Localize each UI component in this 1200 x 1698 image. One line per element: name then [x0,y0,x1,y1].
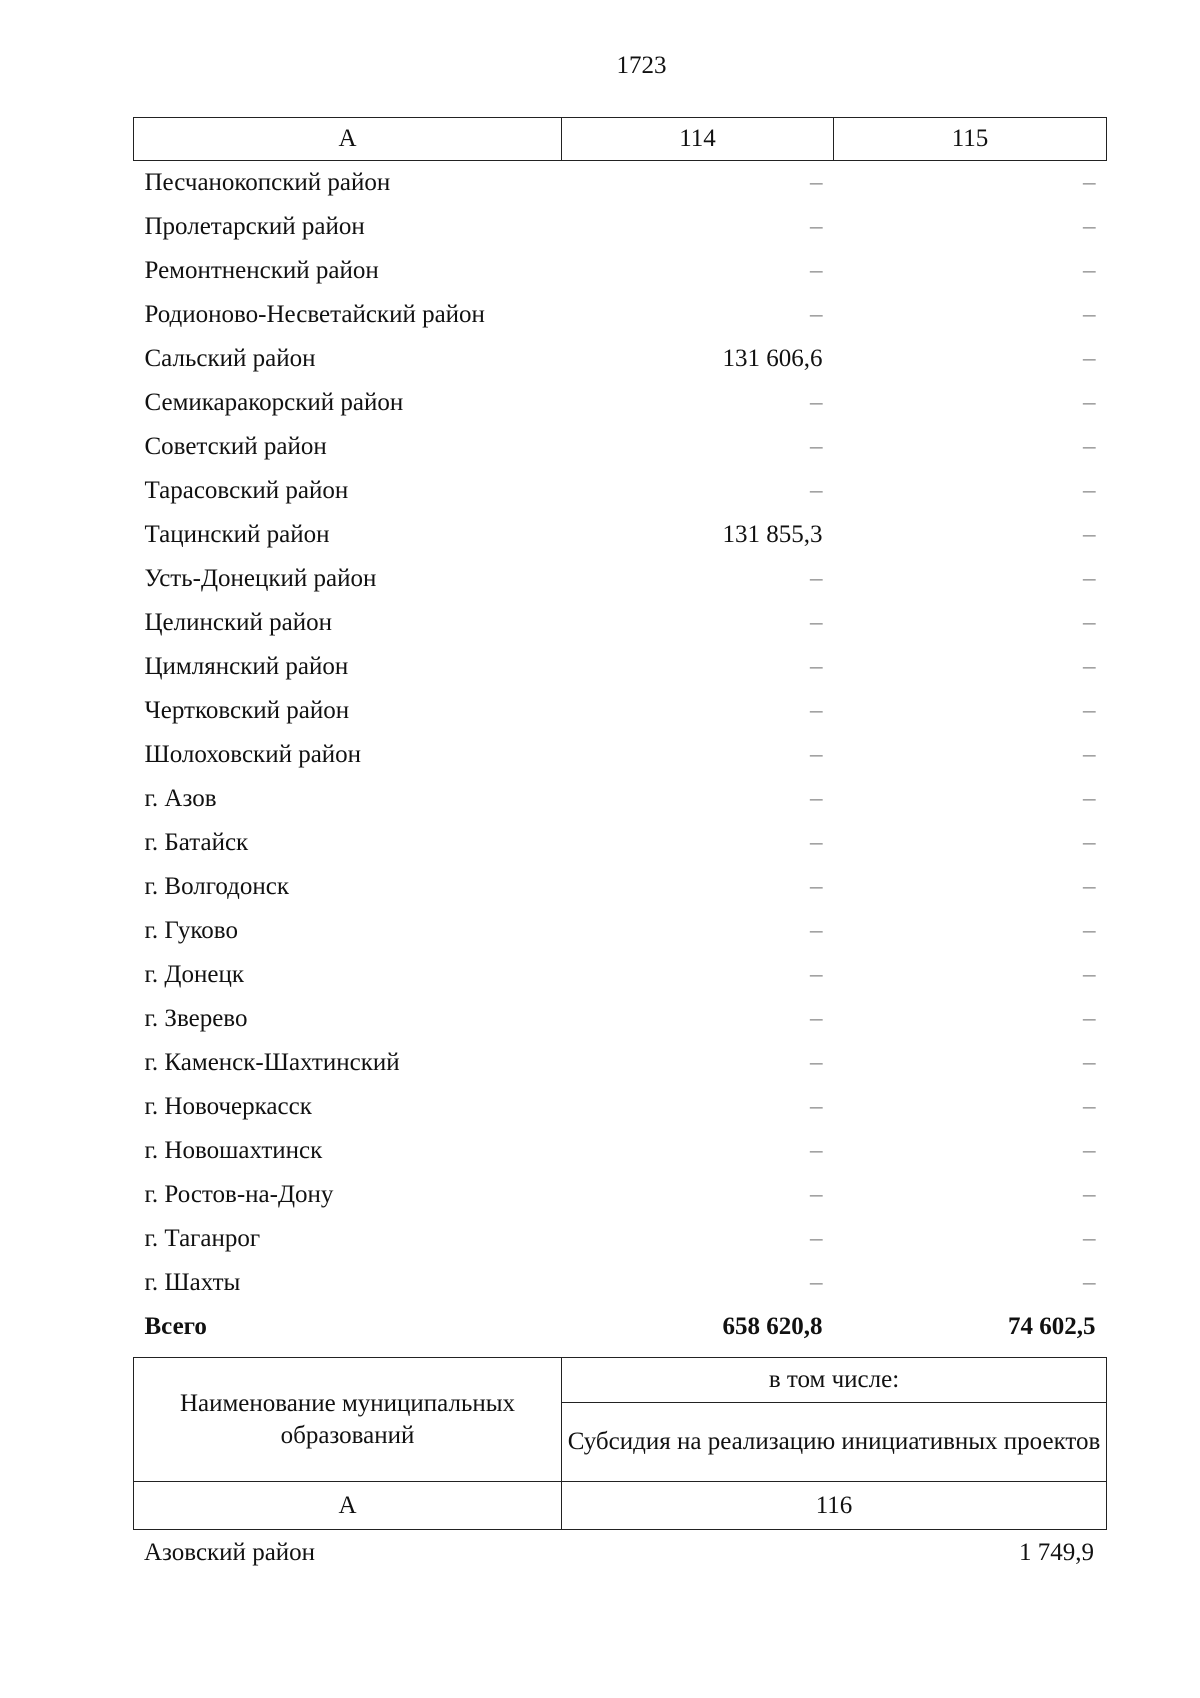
municipality-name: Пролетарский район [144,213,365,240]
table-row [134,293,1107,337]
table-row [134,205,1107,249]
table-row [134,1173,1107,1217]
value-114: – [810,257,823,284]
value-115: – [1083,301,1096,328]
municipality-name: г. Таганрог [144,1225,261,1252]
value-114: – [810,389,823,416]
municipality-name: г. Донецк [144,961,244,988]
table-row [134,645,1107,689]
value-115: – [1083,829,1096,856]
value-115: – [1083,433,1096,460]
municipality-name: г. Азов [144,785,217,812]
column-header: 115 [834,118,1107,161]
data-table [133,117,1107,1349]
table-row [134,161,1107,206]
value-114: – [810,433,823,460]
municipality-name: Цимлянский район [144,653,349,680]
subsidy-column-header: Субсидия на реализацию инициативных проектов [562,1403,1107,1482]
value-114: – [810,1049,823,1076]
value-115: – [1083,961,1096,988]
value-115: – [1083,389,1096,416]
value-115: – [1083,1093,1096,1120]
value-115: – [1083,741,1096,768]
value-114: – [810,1005,823,1032]
municipality-name: г. Волгодонск [144,873,290,900]
table-row [134,733,1107,777]
value-115: – [1083,521,1096,548]
value-114: – [810,1137,823,1164]
value-115: – [1083,1049,1096,1076]
municipality-name: г. Ростов-на-Дону [144,1181,334,1208]
value-115: – [1083,609,1096,636]
subsidy-value: 1 749,9 [1019,1539,1094,1566]
municipality-name: Усть-Донецкий район [144,565,377,592]
value-114: – [810,565,823,592]
value-115: – [1083,917,1096,944]
table-row [134,953,1107,997]
municipality-name: г. Новочеркасск [144,1093,312,1120]
municipality-name: г. Гуково [144,917,238,944]
index-cell: А [134,1482,562,1530]
value-114: 131 606,6 [722,345,823,372]
municipality-column-header: Наименование муниципальных образований [134,1358,562,1482]
column-header: А [134,118,562,161]
index-row [134,1482,1107,1530]
group-header: в том числе: [562,1358,1107,1403]
value-114: – [810,213,823,240]
value-114: – [810,477,823,504]
table-row [134,337,1107,381]
value-114: – [810,697,823,724]
value-114: – [810,1269,823,1296]
value-114: – [810,1225,823,1252]
municipality-name: г. Батайск [144,829,249,856]
table-row [134,469,1107,513]
sub-table-header [133,1357,1107,1530]
municipality-name: Сальский район [144,345,316,372]
value-115: – [1083,1181,1096,1208]
value-114: – [810,917,823,944]
value-115: – [1083,873,1096,900]
total-115: 74 602,5 [1008,1313,1096,1340]
municipality-name: Советский район [144,433,327,460]
table-row [134,425,1107,469]
value-115: – [1083,257,1096,284]
table-row [134,821,1107,865]
value-114: – [810,785,823,812]
table-row [134,1261,1107,1305]
table-row [134,689,1107,733]
value-115: – [1083,169,1096,196]
page-number: 1723 [616,52,667,79]
municipality-name: Целинский район [144,609,332,636]
value-114: – [810,961,823,988]
municipality-name: Тацинский район [144,521,330,548]
municipality-name: Азовский район [144,1539,316,1566]
value-114: – [810,829,823,856]
value-114: – [810,741,823,768]
municipality-name: г. Новошахтинск [144,1137,323,1164]
value-115: – [1083,697,1096,724]
table-row [134,513,1107,557]
value-114: – [810,609,823,636]
total-row [134,1305,1107,1349]
value-115: – [1083,345,1096,372]
column-header: 114 [562,118,834,161]
value-114: 131 855,3 [722,521,823,548]
table-row [134,557,1107,601]
municipality-name: г. Каменск-Шахтинский [144,1049,400,1076]
municipality-name: Семикаракорский район [144,389,404,416]
total-114: 658 620,8 [722,1313,823,1340]
value-114: – [810,301,823,328]
value-114: – [810,1181,823,1208]
table-row [134,601,1107,645]
value-114: – [810,873,823,900]
municipality-name: Тарасовский район [144,477,349,504]
municipality-name: г. Шахты [144,1269,241,1296]
table-row [134,777,1107,821]
table-row [134,1217,1107,1261]
value-115: – [1083,653,1096,680]
value-115: – [1083,785,1096,812]
table-row [134,381,1107,425]
value-115: – [1083,1005,1096,1032]
total-label: Всего [144,1313,207,1340]
table-header-row [134,118,1107,161]
table-row [134,1041,1107,1085]
table-row [134,909,1107,953]
table-row [134,997,1107,1041]
value-115: – [1083,477,1096,504]
table-row [134,249,1107,293]
municipality-name: Песчанокопский район [144,169,391,196]
value-115: – [1083,213,1096,240]
index-cell: 116 [562,1482,1107,1530]
table-row [134,1085,1107,1129]
municipality-name: Ремонтненский район [144,257,379,284]
municipality-name: Шолоховский район [144,741,362,768]
value-115: – [1083,1137,1096,1164]
value-115: – [1083,1225,1096,1252]
value-114: – [810,169,823,196]
municipality-name: г. Зверево [144,1005,248,1032]
municipality-name: Чертковский район [144,697,350,724]
table-row [134,1129,1107,1173]
municipality-name: Родионово-Несветайский район [144,301,485,328]
table-row [134,865,1107,909]
value-114: – [810,1093,823,1120]
value-115: – [1083,1269,1096,1296]
value-114: – [810,653,823,680]
table-row [144,1533,1094,1573]
value-115: – [1083,565,1096,592]
